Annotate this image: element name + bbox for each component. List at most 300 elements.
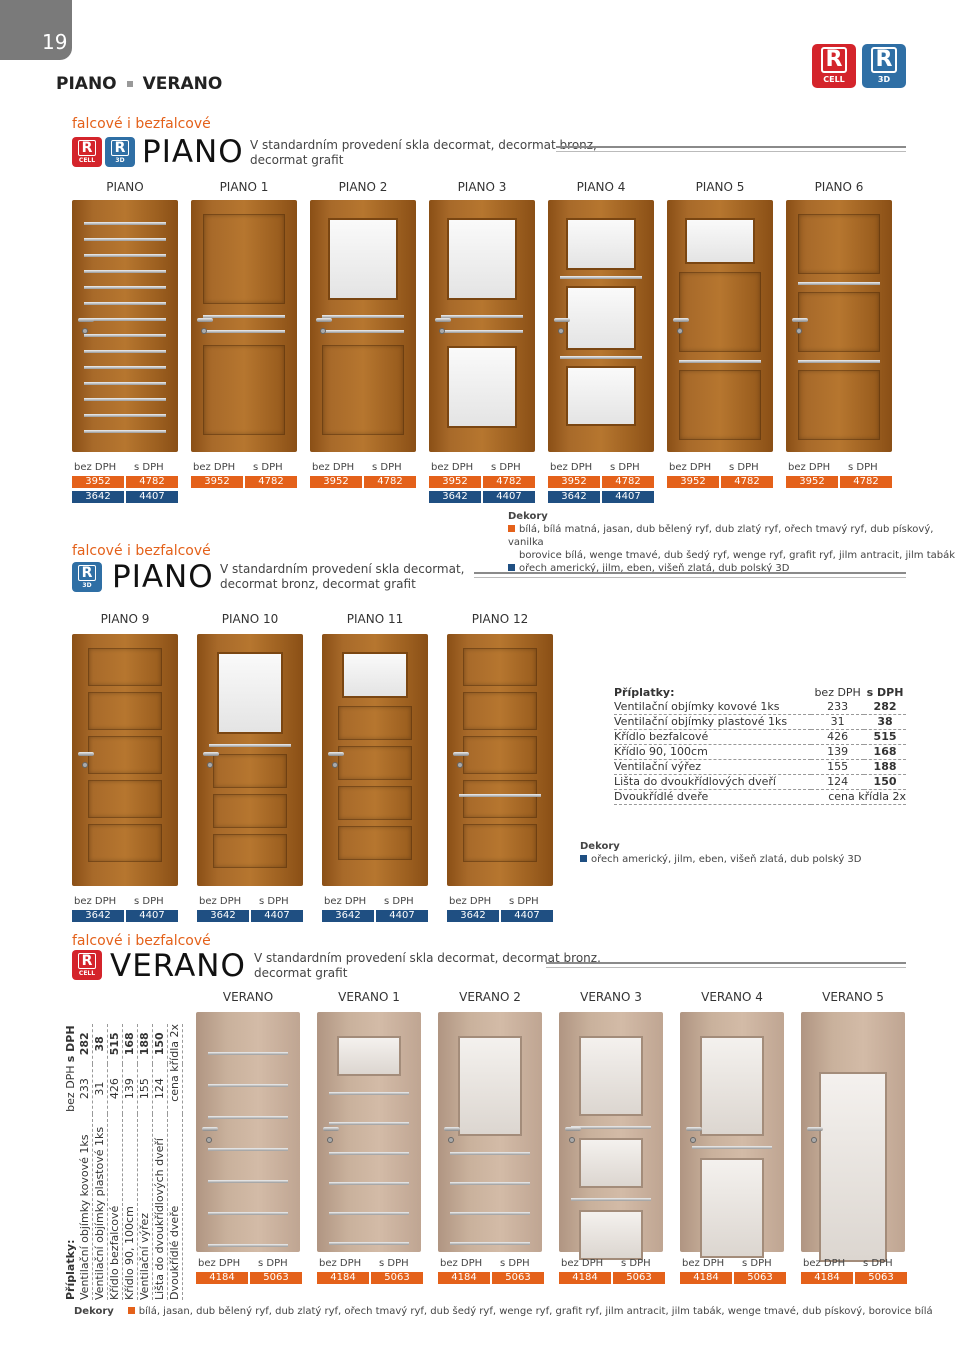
surcharge-row xyxy=(614,790,906,805)
door-image xyxy=(447,634,553,886)
price-label-s: s DPH xyxy=(621,1258,651,1269)
col-bez: bez DPH xyxy=(64,1065,77,1112)
chrome-strip xyxy=(322,315,404,318)
surcharge-bez: 139 xyxy=(123,1064,138,1114)
door-panel xyxy=(338,746,412,780)
d3-text: 3D xyxy=(115,157,125,164)
chrome-strip xyxy=(798,282,880,285)
surcharge-bez: 155 xyxy=(811,760,864,775)
chrome-strip xyxy=(208,1052,288,1055)
surcharge-name: Křídlo 90, 100cm xyxy=(614,745,811,760)
glass-pane xyxy=(458,1036,522,1136)
door-lock-icon xyxy=(690,1137,696,1143)
door-image xyxy=(667,200,773,452)
heading-piano: PIANO xyxy=(56,74,117,94)
glass-pane xyxy=(447,218,517,300)
piano-3d-models-row xyxy=(66,612,566,922)
brand-piano-3d: PIANO xyxy=(112,559,214,595)
price-label-s: s DPH xyxy=(491,462,521,473)
d3-text: 3D xyxy=(877,75,891,84)
price-box-blue-s: 4407 xyxy=(483,491,535,503)
surcharge-s: 515 xyxy=(108,1024,123,1064)
price-label-s: s DPH xyxy=(134,462,164,473)
r-letter: R xyxy=(111,140,129,156)
glass-pane xyxy=(700,1158,764,1258)
door-panel xyxy=(213,794,287,828)
surcharge-bez: 31 xyxy=(811,715,864,730)
door-model-label: VERANO 4 xyxy=(701,990,763,1004)
price-box-orange-bez: 4184 xyxy=(801,1272,853,1284)
door-lock-icon xyxy=(327,1137,333,1143)
price-box-orange-s: 5063 xyxy=(613,1272,665,1284)
chrome-strip xyxy=(84,254,166,257)
door-panel xyxy=(679,272,761,352)
price-box-orange-s: 5063 xyxy=(492,1272,544,1284)
r-3d-small-logo xyxy=(72,562,102,592)
falcove-label: falcové i bezfalcové xyxy=(72,116,211,132)
door-panel xyxy=(463,780,537,818)
door-panel xyxy=(463,824,537,862)
price-label-bez: bez DPH xyxy=(682,1258,725,1269)
price-box-blue-bez: 3642 xyxy=(72,491,124,503)
price-box-blue-s: 4407 xyxy=(126,491,178,503)
price-box-orange-s: 5063 xyxy=(250,1272,302,1284)
price-label-bez: bez DPH xyxy=(803,1258,846,1269)
door-image xyxy=(310,200,416,452)
door-handle-icon xyxy=(203,752,219,756)
price-label-bez: bez DPH xyxy=(449,896,492,907)
col-s: s DPH xyxy=(866,686,904,699)
price-label-s: s DPH xyxy=(253,462,283,473)
door-lock-icon xyxy=(811,1137,817,1143)
glass-pane xyxy=(579,1210,643,1260)
door-lock-icon xyxy=(201,328,207,334)
door-handle-icon xyxy=(807,1127,823,1131)
chrome-strip xyxy=(84,366,166,369)
door-model-label: PIANO 10 xyxy=(221,612,279,626)
surcharge-s: 38 xyxy=(864,715,906,730)
price-label-bez: bez DPH xyxy=(440,1258,483,1269)
chrome-strip xyxy=(84,222,166,225)
surcharge-s: 188 xyxy=(864,760,906,775)
chrome-strip xyxy=(329,1092,409,1095)
r-letter: R xyxy=(78,953,96,969)
dekory-title: Dekory xyxy=(508,511,548,522)
cell-text: CELL xyxy=(78,157,96,164)
surcharge-row xyxy=(108,1024,123,1300)
blue-swatch-icon xyxy=(580,855,587,862)
brand-piano: PIANO xyxy=(142,134,244,170)
chrome-strip xyxy=(560,356,642,359)
chrome-strip xyxy=(208,1180,288,1183)
surcharge-row xyxy=(614,700,906,715)
price-label-bez: bez DPH xyxy=(74,462,117,473)
price-label-s: s DPH xyxy=(259,896,289,907)
price-box-blue-bez: 3642 xyxy=(548,491,600,503)
surcharge-row xyxy=(614,745,906,760)
chrome-strip xyxy=(450,1242,530,1245)
brand-verano: VERANO xyxy=(110,948,246,984)
door-model-label: VERANO 2 xyxy=(459,990,521,1004)
door-lock-icon xyxy=(82,762,88,768)
price-label-bez: bez DPH xyxy=(324,896,367,907)
chrome-strip xyxy=(84,430,166,433)
price-box-blue-s: 4407 xyxy=(126,910,178,922)
chrome-strip xyxy=(209,744,291,747)
door-panel xyxy=(88,692,162,730)
heading-verano: VERANO xyxy=(142,74,223,94)
door-model-label: PIANO 3 xyxy=(457,180,507,194)
orange-swatch-icon xyxy=(508,525,515,532)
surcharge-s: 282 xyxy=(864,700,906,715)
door-handle-icon xyxy=(202,1127,218,1131)
falcove-label: falcové i bezfalcové xyxy=(72,543,211,559)
price-label-s: s DPH xyxy=(729,462,759,473)
chrome-strip xyxy=(84,334,166,337)
chrome-strip xyxy=(459,794,541,797)
door-image xyxy=(559,1012,663,1252)
price-label-bez: bez DPH xyxy=(788,462,831,473)
surcharge-row xyxy=(93,1024,108,1300)
surcharge-name: Lišta do dvoukřídlových dveří xyxy=(153,1114,168,1300)
door-image xyxy=(429,200,535,452)
surcharge-name: Křídlo bezfalcové xyxy=(108,1114,123,1300)
price-box-blue-bez: 3642 xyxy=(322,910,374,922)
price-box-orange-s: 4782 xyxy=(245,476,297,488)
price-box-blue-bez: 3642 xyxy=(447,910,499,922)
price-label-bez: bez DPH xyxy=(319,1258,362,1269)
surcharge-bez: 155 xyxy=(138,1064,153,1114)
door-lock-icon xyxy=(796,328,802,334)
r-3d-logo xyxy=(862,44,906,88)
surcharge-bez: cena křídla 2x xyxy=(811,790,906,805)
chrome-strip xyxy=(329,1182,409,1185)
chrome-strip xyxy=(441,330,523,333)
verano-models-row xyxy=(196,990,908,1296)
dekory-title: Dekory xyxy=(580,841,620,852)
surcharge-bez: cena křídla 2x xyxy=(168,1024,183,1114)
chrome-strip xyxy=(84,414,166,417)
chrome-strip xyxy=(208,1116,288,1119)
surcharge-bez: 233 xyxy=(811,700,864,715)
r-3d-small-logo xyxy=(105,137,135,167)
glass-pane xyxy=(685,218,755,264)
door-handle-icon xyxy=(673,318,689,322)
surcharge-s: 38 xyxy=(93,1024,108,1064)
surcharge-s: 168 xyxy=(864,745,906,760)
desc-line: V standardním provedení skla decormat, xyxy=(220,562,465,576)
door-image xyxy=(680,1012,784,1252)
price-box-orange-s: 4782 xyxy=(126,476,178,488)
price-box-orange-s: 4782 xyxy=(364,476,416,488)
price-label-bez: bez DPH xyxy=(198,1258,241,1269)
chrome-strip xyxy=(450,1212,530,1215)
glass-description xyxy=(220,562,465,592)
surcharge-s: 150 xyxy=(864,775,906,790)
piano-models-row xyxy=(66,180,906,510)
price-label-s: s DPH xyxy=(379,1258,409,1269)
door-handle-icon xyxy=(554,318,570,322)
blue-swatch-icon xyxy=(508,564,515,571)
dekory-text: bílá, bílá matná, jasan, dub bělený ryf, dub zlatý ryf, ořech tmavý ryf, dub pískový, vanilka xyxy=(508,524,934,548)
col-s: s DPH xyxy=(64,1025,77,1063)
price-box-orange-s: 5063 xyxy=(734,1272,786,1284)
surcharge-name: Dvoukřídlé dveře xyxy=(614,790,811,805)
door-model-label: PIANO 4 xyxy=(576,180,626,194)
door-panel xyxy=(463,736,537,774)
surcharge-bez: 426 xyxy=(811,730,864,745)
chrome-strip xyxy=(329,1242,409,1245)
door-panel xyxy=(338,786,412,820)
door-image xyxy=(317,1012,421,1252)
door-handle-icon xyxy=(792,318,808,322)
surcharge-bez: 139 xyxy=(811,745,864,760)
door-handle-icon xyxy=(323,1127,339,1131)
r-letter: R xyxy=(871,47,897,73)
door-lock-icon xyxy=(439,328,445,334)
r-letter: R xyxy=(821,47,847,73)
price-box-orange-bez: 4184 xyxy=(196,1272,248,1284)
door-handle-icon xyxy=(78,318,94,322)
price-box-orange-bez: 4184 xyxy=(680,1272,732,1284)
chrome-strip xyxy=(84,398,166,401)
price-box-orange-bez: 3952 xyxy=(191,476,243,488)
falcove-label: falcové i bezfalcové xyxy=(72,933,211,949)
glass-pane xyxy=(579,1036,643,1116)
price-label-bez: bez DPH xyxy=(561,1258,604,1269)
door-image xyxy=(196,1012,300,1252)
surcharge-s: 168 xyxy=(123,1024,138,1064)
chrome-strip xyxy=(84,318,166,321)
verano-surcharge-rotated xyxy=(64,1020,192,1300)
price-label-s: s DPH xyxy=(863,1258,893,1269)
separator-square-icon xyxy=(127,81,133,87)
chrome-strip xyxy=(208,1212,288,1215)
surcharge-bez: 426 xyxy=(108,1064,123,1114)
door-model-label: PIANO 1 xyxy=(219,180,269,194)
surcharge-row xyxy=(78,1024,93,1300)
door-model-label: PIANO 9 xyxy=(100,612,150,626)
dekory-line xyxy=(128,1305,933,1318)
divider-rule xyxy=(474,572,906,578)
door-lock-icon xyxy=(569,1137,575,1143)
glass-pane xyxy=(337,1036,401,1076)
surcharge-title: Příplatky: xyxy=(64,1239,77,1300)
door-image xyxy=(191,200,297,452)
page-number: 19 xyxy=(42,30,68,54)
surcharge-row xyxy=(168,1024,183,1300)
r-cell-logo xyxy=(812,44,856,88)
price-label-bez: bez DPH xyxy=(193,462,236,473)
door-model-label: VERANO 5 xyxy=(822,990,884,1004)
price-box-orange-bez: 3952 xyxy=(72,476,124,488)
chrome-strip xyxy=(679,360,761,363)
surcharge-name: Lišta do dvoukřídlových dveří xyxy=(614,775,811,790)
price-box-orange-bez: 3952 xyxy=(786,476,838,488)
surcharge-name: Dvoukřídlé dveře xyxy=(168,1114,183,1300)
price-label-bez: bez DPH xyxy=(431,462,474,473)
dekory-orange-2: borovice bílá, wenge tmavé, dub šedý ryf, wenge ryf, grafit ryf, jilm antracit, jilm tabák xyxy=(519,550,956,561)
door-lock-icon xyxy=(457,762,463,768)
chrome-strip xyxy=(84,270,166,273)
door-handle-icon xyxy=(453,752,469,756)
dekory-block xyxy=(580,840,861,866)
divider-rule xyxy=(556,146,906,152)
chrome-strip xyxy=(203,330,285,333)
dekory-title: Dekory xyxy=(74,1306,114,1317)
desc-line: decormat grafit xyxy=(254,966,348,980)
price-label-s: s DPH xyxy=(742,1258,772,1269)
door-panel xyxy=(203,345,285,435)
surcharge-table xyxy=(614,686,906,805)
chrome-strip xyxy=(322,330,404,333)
page-number-tab xyxy=(0,0,72,60)
orange-swatch-icon xyxy=(128,1307,135,1314)
surcharge-name: Křídlo 90, 100cm xyxy=(123,1114,138,1300)
price-label-bez: bez DPH xyxy=(199,896,242,907)
chrome-strip xyxy=(692,1146,772,1149)
surcharge-bez: 31 xyxy=(93,1064,108,1114)
price-box-orange-bez: 4184 xyxy=(438,1272,490,1284)
surcharge-name: Křídlo bezfalcové xyxy=(614,730,811,745)
chrome-strip xyxy=(571,1126,651,1129)
door-lock-icon xyxy=(206,1137,212,1143)
price-label-bez: bez DPH xyxy=(312,462,355,473)
price-label-bez: bez DPH xyxy=(669,462,712,473)
col-bez: bez DPH xyxy=(814,686,861,699)
surcharge-s: 515 xyxy=(864,730,906,745)
door-image xyxy=(548,200,654,452)
chrome-strip xyxy=(84,350,166,353)
door-model-label: PIANO 6 xyxy=(814,180,864,194)
door-lock-icon xyxy=(332,762,338,768)
surcharge-name: Ventilační výřez xyxy=(138,1114,153,1300)
glass-pane xyxy=(700,1036,764,1136)
door-panel xyxy=(338,826,412,860)
door-panel xyxy=(798,214,880,274)
glass-pane xyxy=(566,286,636,350)
desc-line: V standardním provedení skla decormat, decormat bronz, xyxy=(250,138,597,152)
price-box-orange-s: 5063 xyxy=(371,1272,423,1284)
price-label-s: s DPH xyxy=(848,462,878,473)
r-letter: R xyxy=(78,565,96,581)
verano-dekory xyxy=(74,1305,933,1318)
price-box-orange-s: 4782 xyxy=(483,476,535,488)
surcharge-row xyxy=(614,730,906,745)
price-box-blue-bez: 3642 xyxy=(429,491,481,503)
door-lock-icon xyxy=(207,762,213,768)
dekory-blue xyxy=(580,853,861,866)
chrome-strip xyxy=(208,1148,288,1151)
surcharge-row xyxy=(614,775,906,790)
door-handle-icon xyxy=(197,318,213,322)
door-lock-icon xyxy=(82,328,88,334)
surcharge-bez: 124 xyxy=(811,775,864,790)
door-panel xyxy=(88,824,162,862)
price-label-s: s DPH xyxy=(372,462,402,473)
surcharge-name: Ventilační výřez xyxy=(614,760,811,775)
door-panel xyxy=(88,736,162,774)
door-handle-icon xyxy=(78,752,94,756)
price-box-blue-s: 4407 xyxy=(251,910,303,922)
glass-pane xyxy=(328,218,398,300)
chrome-strip xyxy=(203,315,285,318)
door-model-label: PIANO 12 xyxy=(471,612,529,626)
door-image xyxy=(72,634,178,886)
dekory-orange-1 xyxy=(508,523,960,549)
door-panel xyxy=(679,370,761,440)
r-cell-small-logo xyxy=(72,950,102,980)
page-heading xyxy=(56,74,222,94)
price-box-blue-s: 4407 xyxy=(602,491,654,503)
door-panel xyxy=(213,834,287,868)
surcharge-row xyxy=(123,1024,138,1300)
chrome-strip xyxy=(84,382,166,385)
door-model-label: VERANO 1 xyxy=(338,990,400,1004)
chrome-strip xyxy=(84,238,166,241)
door-model-label: PIANO xyxy=(106,180,144,194)
price-label-bez: bez DPH xyxy=(550,462,593,473)
door-handle-icon xyxy=(686,1127,702,1131)
glass-pane xyxy=(217,652,283,734)
door-handle-icon xyxy=(316,318,332,322)
price-box-orange-bez: 4184 xyxy=(559,1272,611,1284)
surcharge-name: Ventilační objímky plastové 1ks xyxy=(614,715,811,730)
chrome-strip xyxy=(798,360,880,363)
glass-pane xyxy=(566,218,636,270)
door-model-label: PIANO 11 xyxy=(346,612,404,626)
door-lock-icon xyxy=(558,328,564,334)
door-image xyxy=(72,200,178,452)
price-box-orange-bez: 3952 xyxy=(667,476,719,488)
price-label-s: s DPH xyxy=(610,462,640,473)
door-lock-icon xyxy=(677,328,683,334)
price-label-s: s DPH xyxy=(258,1258,288,1269)
door-handle-icon xyxy=(444,1127,460,1131)
price-box-blue-bez: 3642 xyxy=(197,910,249,922)
price-label-s: s DPH xyxy=(384,896,414,907)
surcharge-row xyxy=(138,1024,153,1300)
surcharge-s: 188 xyxy=(138,1024,153,1064)
door-lock-icon xyxy=(320,328,326,334)
surcharge-name: Ventilační objímky plastové 1ks xyxy=(93,1114,108,1300)
price-label-bez: bez DPH xyxy=(74,896,117,907)
desc-line: V standardním provedení skla decormat, decormat bronz, xyxy=(254,951,601,965)
price-box-blue-s: 4407 xyxy=(501,910,553,922)
door-handle-icon xyxy=(565,1127,581,1131)
dekory-text: ořech americký, jilm, eben, višeň zlatá, dub polský 3D xyxy=(591,854,862,865)
desc-line: decormat bronz, decormat grafit xyxy=(220,577,416,591)
desc-line: decormat grafit xyxy=(250,153,344,167)
chrome-strip xyxy=(84,286,166,289)
door-model-label: PIANO 5 xyxy=(695,180,745,194)
surcharge-s: 282 xyxy=(78,1024,93,1064)
chrome-strip xyxy=(208,1244,288,1247)
chrome-strip xyxy=(208,1084,288,1087)
chrome-strip xyxy=(571,1198,651,1201)
price-box-blue-bez: 3642 xyxy=(72,910,124,922)
cell-text: CELL xyxy=(78,970,96,977)
price-box-orange-bez: 4184 xyxy=(317,1272,369,1284)
r-letter: R xyxy=(78,140,96,156)
surcharge-s: 150 xyxy=(153,1024,168,1064)
r-cell-small-logo xyxy=(72,137,102,167)
door-panel xyxy=(338,706,412,740)
glass-pane xyxy=(819,1072,887,1262)
door-image xyxy=(801,1012,905,1252)
door-panel xyxy=(213,754,287,788)
chrome-strip xyxy=(450,1152,530,1155)
